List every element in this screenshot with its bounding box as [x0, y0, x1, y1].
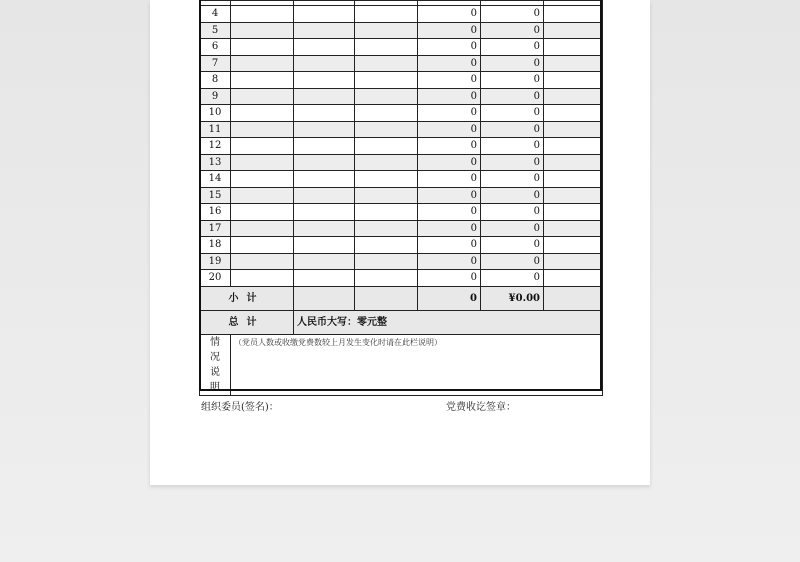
- table-row: [200, 138, 603, 155]
- cell-empty: [294, 121, 355, 138]
- cell-empty: [355, 55, 418, 72]
- row-number: 11: [200, 121, 231, 138]
- subtotal-row: [200, 286, 603, 310]
- total-label: 总计: [200, 310, 294, 334]
- row-number: 14: [200, 171, 231, 188]
- row-amount2: 0: [481, 270, 544, 287]
- cell-empty: [231, 237, 294, 254]
- cell-empty: [231, 121, 294, 138]
- cell-empty: [294, 204, 355, 221]
- row-amount1: 0: [418, 88, 481, 105]
- cell-empty: [544, 154, 603, 171]
- cell-empty: [355, 22, 418, 39]
- table-row: [200, 253, 603, 270]
- cell-empty: [355, 204, 418, 221]
- dues-table: [199, 0, 603, 396]
- row-number: 13: [200, 154, 231, 171]
- cell-empty: [355, 253, 418, 270]
- row-amount1: 0: [418, 121, 481, 138]
- cell-empty: [355, 72, 418, 89]
- cell-empty: [355, 138, 418, 155]
- row-number: 5: [200, 22, 231, 39]
- cell-empty: [544, 187, 603, 204]
- row-amount1: 0: [418, 253, 481, 270]
- cell-empty: [294, 88, 355, 105]
- row-amount1: 0: [418, 39, 481, 56]
- cell-empty: [544, 270, 603, 287]
- notes-label: [200, 334, 231, 395]
- cell-empty: [544, 171, 603, 188]
- table-row: [200, 105, 603, 122]
- cell-empty: [294, 220, 355, 237]
- cell-empty: [544, 6, 603, 23]
- subtotal-amount1: 0: [418, 286, 481, 310]
- cell-empty: [231, 187, 294, 204]
- row-amount2: 0: [481, 237, 544, 254]
- row-amount1: 0: [418, 138, 481, 155]
- row-amount1: 0: [418, 6, 481, 23]
- row-amount2: 0: [481, 187, 544, 204]
- cell-empty: [544, 88, 603, 105]
- cell-empty: [355, 220, 418, 237]
- cell-empty: [231, 171, 294, 188]
- cell-empty: [231, 88, 294, 105]
- cell-empty: [544, 237, 603, 254]
- cell-empty: [231, 253, 294, 270]
- row-amount1: 0: [418, 22, 481, 39]
- cell-empty: [355, 6, 418, 23]
- row-amount2: 0: [481, 253, 544, 270]
- cell-empty: [294, 154, 355, 171]
- row-number: 4: [200, 6, 231, 23]
- cell-empty: [355, 171, 418, 188]
- row-amount2: 0: [481, 22, 544, 39]
- cell-empty: [294, 138, 355, 155]
- cell-empty: [355, 88, 418, 105]
- row-number: 7: [200, 55, 231, 72]
- table-row: [200, 187, 603, 204]
- row-amount2: 0: [481, 138, 544, 155]
- row-amount1: 0: [418, 105, 481, 122]
- cell-empty: [544, 138, 603, 155]
- row-amount2: 0: [481, 220, 544, 237]
- cell-empty: [294, 187, 355, 204]
- table-row: [200, 237, 603, 254]
- row-amount2: 0: [481, 154, 544, 171]
- cell-empty: [544, 39, 603, 56]
- table-row: [200, 6, 603, 23]
- cell-empty: [544, 220, 603, 237]
- cell-empty: [294, 72, 355, 89]
- row-amount2: 0: [481, 121, 544, 138]
- cell-empty: [355, 39, 418, 56]
- cell-empty: [294, 39, 355, 56]
- row-amount2: 0: [481, 88, 544, 105]
- notes-text: （党员人数或收缴党费数较上月发生变化时请在此栏说明）: [231, 334, 603, 395]
- row-amount1: 0: [418, 154, 481, 171]
- row-amount1: 0: [418, 237, 481, 254]
- row-number: 6: [200, 39, 231, 56]
- table-row: [200, 22, 603, 39]
- cell-empty: [544, 253, 603, 270]
- cell-empty: [231, 220, 294, 237]
- receipt-stamp-label: 党费收讫签章：: [446, 402, 516, 413]
- cell-empty: [544, 22, 603, 39]
- cell-empty: [231, 6, 294, 23]
- cell-empty: [294, 55, 355, 72]
- row-amount1: 0: [418, 270, 481, 287]
- row-number: 19: [200, 253, 231, 270]
- table-row: [200, 121, 603, 138]
- cell-empty: [355, 237, 418, 254]
- cell-empty: [231, 204, 294, 221]
- cell-empty: [355, 105, 418, 122]
- table-row: [200, 171, 603, 188]
- notes-row: [200, 334, 603, 395]
- row-amount2: 0: [481, 55, 544, 72]
- cell-empty: [231, 270, 294, 287]
- row-amount2: 0: [481, 39, 544, 56]
- cell-empty: [231, 105, 294, 122]
- row-amount1: 0: [418, 55, 481, 72]
- committee-signature-label: 组织委员(签名)：: [201, 402, 279, 413]
- row-amount2: 0: [481, 171, 544, 188]
- cell-empty: [231, 72, 294, 89]
- cell-empty: [294, 22, 355, 39]
- subtotal-amount2: ¥0.00: [481, 286, 544, 310]
- table-row: [200, 154, 603, 171]
- cell-empty: [231, 22, 294, 39]
- row-number: 8: [200, 72, 231, 89]
- row-amount2: 0: [481, 72, 544, 89]
- row-number: 17: [200, 220, 231, 237]
- total-row: [200, 310, 603, 334]
- cell-empty: [294, 237, 355, 254]
- table-row: [200, 72, 603, 89]
- row-amount1: 0: [418, 171, 481, 188]
- row-number: 10: [200, 105, 231, 122]
- row-number: 9: [200, 88, 231, 105]
- cell-empty: [294, 171, 355, 188]
- row-amount1: 0: [418, 187, 481, 204]
- row-amount1: 0: [418, 72, 481, 89]
- cell-empty: [355, 270, 418, 287]
- cell-empty: [355, 154, 418, 171]
- table-row: [200, 220, 603, 237]
- cell-empty: [231, 154, 294, 171]
- cell-empty: [294, 270, 355, 287]
- row-number: 15: [200, 187, 231, 204]
- row-amount2: 0: [481, 6, 544, 23]
- row-amount2: 0: [481, 204, 544, 221]
- table-body: [200, 1, 603, 287]
- table-row: [200, 270, 603, 287]
- table-row: [200, 55, 603, 72]
- cell-empty: [294, 253, 355, 270]
- cell-empty: [355, 121, 418, 138]
- row-amount1: 0: [418, 204, 481, 221]
- cell-empty: [355, 187, 418, 204]
- notes-label-text: 情 况 说 明: [210, 336, 220, 393]
- row-number: 16: [200, 204, 231, 221]
- cell-empty: [294, 6, 355, 23]
- cell-empty: [294, 105, 355, 122]
- cell-empty: [544, 204, 603, 221]
- row-amount2: 0: [481, 105, 544, 122]
- subtotal-label: 小计: [200, 286, 294, 310]
- cell-empty: [544, 55, 603, 72]
- row-number: 20: [200, 270, 231, 287]
- table-row: [200, 88, 603, 105]
- cell-empty: [544, 121, 603, 138]
- row-amount1: 0: [418, 220, 481, 237]
- cell-empty: [544, 72, 603, 89]
- table-row: [200, 204, 603, 221]
- total-amount-words: 人民币大写：零元整: [294, 310, 603, 334]
- cell-empty: [231, 55, 294, 72]
- table-row: [200, 39, 603, 56]
- cell-empty: [231, 39, 294, 56]
- cell-empty: [544, 105, 603, 122]
- row-number: 12: [200, 138, 231, 155]
- cell-empty: [231, 138, 294, 155]
- row-number: 18: [200, 237, 231, 254]
